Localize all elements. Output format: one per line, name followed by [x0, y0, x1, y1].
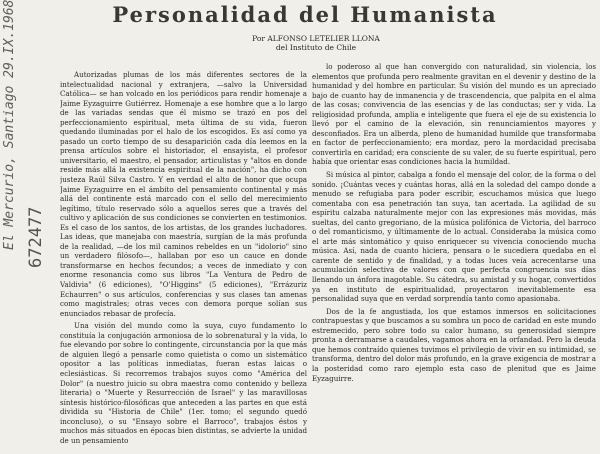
article-byline	[226, 34, 406, 52]
left-paragraph-2: Una visión del mundo como la suya, cuyo fundamento lo constituía la conjugación armoniosa de lo sobrenatural y la vida, lo fue elevando por sobre lo contingente, circunstancia por la que más de alguien llegó a pensarle como quietista o como un sistemático opositor a las políticas inmediatas, fueran estas laicas o eclesiásticas. Si recorremos trabajos suyos como "América del Dolor" (a nuestro juicio su obra maestra como contenido y belleza literaria) o "Muerte y Resurrección de Israel" y las maravillosas síntesis histórico-filosóficas que anteceden a las partes en que está dividida su "Historia de Chile" (1er. tomo; el segundo quedó inconcluso), o su "Ensayo sobre el Barroco", trabajos éstos y muchos más situados en épocas bien distintas, se advierte la unidad de un pensamiento	[60, 321, 307, 445]
byline-affiliation: del Instituto de Chile	[275, 43, 357, 52]
byline-author: Por ALFONSO LETELIER LLONA	[252, 34, 380, 43]
article-title: Personalidad del Humanista	[112, 2, 498, 27]
handwritten-margin-note: El Mercurio, Santiago 29.IX.1968	[2, 0, 17, 250]
left-paragraph-1: Autorizadas plumas de los más diferentes sectores de la intelectualidad nacional y extranjera, —salvo la Universidad Católica— se han volcado en los periódicos para rendir homenaje a Jaime Eyzaguirre Gutiérrez. Homenaje a ese hombre que a lo largo de las variadas sendas que él mismo se trazó en pos del perfeccionamiento espiritual, meta última de su vida, fueron quedando iluminadas por el halo de los escogidos. Es así como ya pasado un corto tiempo de su desaparición cada día leemos en la prensa artículos sobre el historiador, el ensayista, el profesor universitario, el maestro, el pensador, articulistas y "altos en donde reside más allá la existencia espiritual de la nación", ha dicho con justeza Raúl Silva Castro. Y en verdad el alto de honor que ocupa Jaime Eyzaguirre en el ámbito del pensamiento continental y más allá del continente está marcado con el sello del merecimiento legítimo, título reservado sólo a aquellos seres que a través del cultivo y aplicación de sus condiciones se convierten en testimonios. Es el caso de los santos, de los artistas, de los grandes luchadores. Las ideas, que manejaba con maestría, surgían de la más profunda de la realidad, —de los mil caminos rebeldes en un "idolorio" sino un verdadero filósofo—, hallaban por eso un cauce en donde transformarse en hechos fecundos; a veces de inmediato y con enorme resonancia como sus libros "La Ventura de Pedro de Valdivia" (6 ediciones), "O'Higgins" (5 ediciones), "Errázuriz Echaurren" o sus artículos, conferencias y sus clases tan amenas como magistrales; otras veces con demora porque solían sus enunciados rebasar de profecía.	[60, 70, 307, 318]
right-paragraph-1: lo poderoso al que han convergido con naturalidad, sin violencia, los elementos que profunda pero realmente gravitan en el devenir y destino de la humanidad y del hombre en particular. Su visión del mundo es un apreciado bajo de cuanto hay de inmanencia y de trascendencia, que palpita en el alma de las cosas; convivencia de las esencias y de las conductas; ser y vida. La religiosidad profunda, amplia e inteligente que fuera el eje de su existencia lo llevó por el camino de la elevación, sin renunciamientos mayores y desconfiados. Era un alberda, pleno de humanidad humilde que transformaba en factor de perfeccionamiento; era mordaz, pero la mordacidad precisaba convertirla en caridad; era consciente de su valer, de su fuerte espiritual, pero había que orientar esas condiciones hacia la humildad.	[312, 62, 596, 167]
right-paragraph-2: Si música al pintor, cabalga a fondo el mensaje del color, de la forma o del sonido. ¡Cuántas veces y cuántas horas, allá en la soledad del campo donde a menudo se refugiaba para poder escribir, escuchamos música que luego comentaba con esa penetración tan suya, tan acertada. La agilidad de su espíritu calzaba naturalmente mejor con las expresiones más movidas, más sueltas, del canto gregoriano, de la música polifónica de Victoria, del barroco o del romanticismo, y últimamente de lo actual. Consideraba la música como el arte más sintomático y quiso enriquecer su vivencia conociendo mucha música. Así, nada de cuanto hiciera, pensara o le sucediera quedaba en el carente de sentido y de finalidad, y a todas luces veía acrecentarse una acumulación selectiva de valores con que perfecta congruencia sus días llenando un ánfora inagotable. Su cátedra, su amistad y su hogar, convertidos ya en instituto de espiritualidad, proyectaron inevitablemente esa personalidad suya que en verdad sorprendía tanto como apasionaba.	[312, 170, 596, 304]
handwritten-reference-number: 672477	[26, 206, 46, 268]
right-paragraph-3: Dos de la fe angustiada, los que estamos inmersos en solicitaciones contrapuestas y que buscamos a su sombra un poco de caridad en este mundo estremecido, pero sobre todo su calor humano, su generosidad siempre pronta a derramarse a caudales, vagamos ahora en la orfandad. Pero la deuda que hemos contraído quienes tuvimos el privilegio de vivir en su intimidad, se transforma, dentro del dolor más profundo, en la grave exigencia de mostrar a la posteridad como raro ejemplo esta caso de plenitud que es Jaime Eyzaguirre.	[312, 306, 596, 383]
left-column	[60, 70, 307, 454]
right-column	[312, 62, 596, 454]
